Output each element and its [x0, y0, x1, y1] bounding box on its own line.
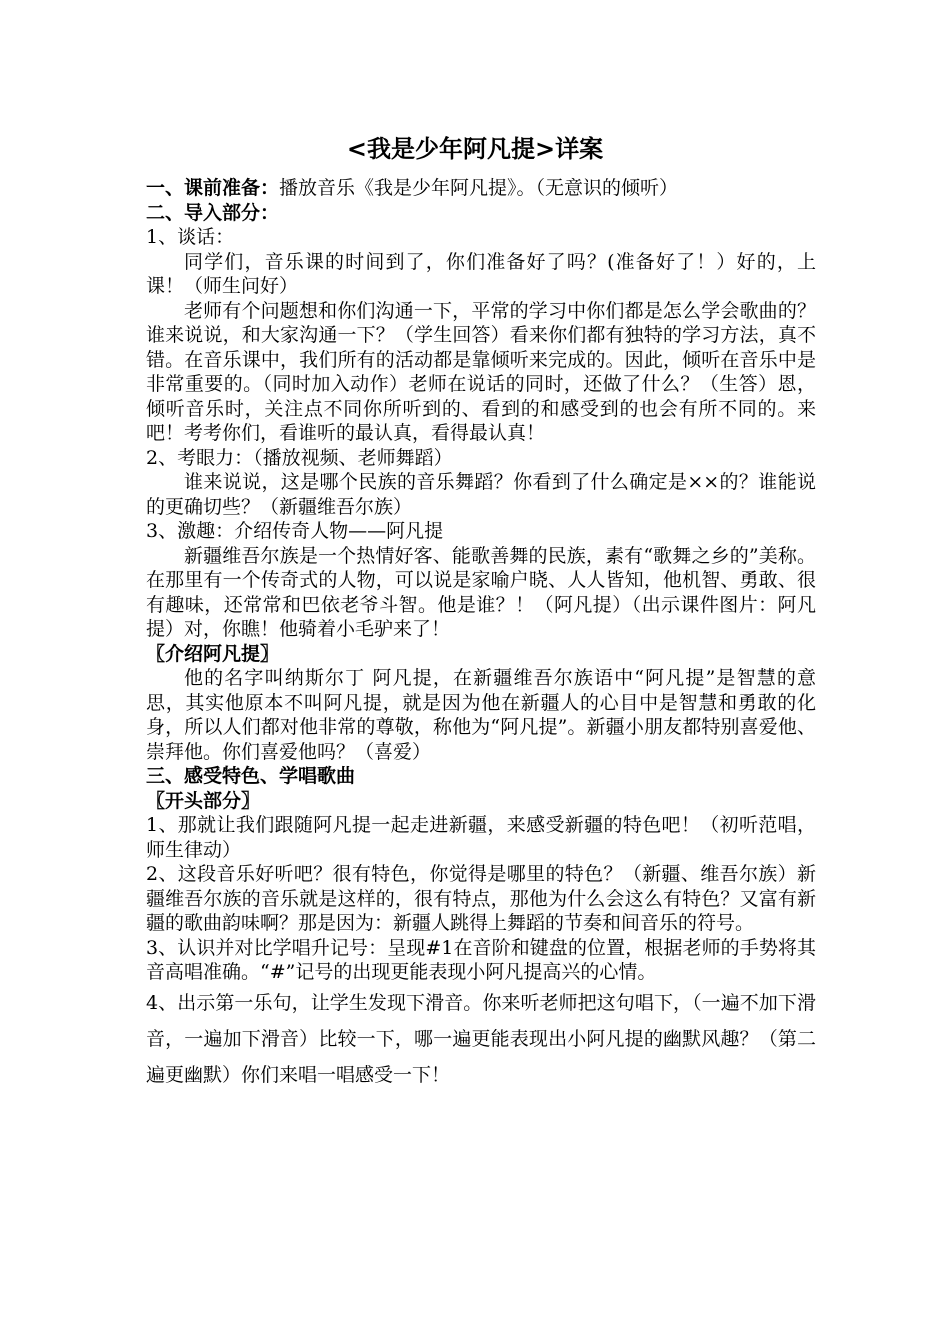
item-label: 1、谈话： — [146, 226, 235, 248]
section-heading: 一、课前准备： — [146, 177, 280, 199]
paragraph: 谁来说说，这是哪个民族的音乐舞蹈？你看到了什么确定是××的？谁能说的更确切些？（新疆维吾尔族） — [146, 471, 816, 518]
subsection-heading: 〖介绍阿凡提〗 — [146, 642, 280, 665]
subsection-heading: 〖开头部分〗 — [146, 789, 261, 812]
document-title: <我是少年阿凡提>详案 — [346, 135, 604, 163]
list-item: 1、那就让我们跟随阿凡提一起走进新疆，来感受新疆的特色吧！（初听范唱，师生律动） — [146, 814, 816, 861]
paragraph: 新疆维吾尔族是一个热情好客、能歌善舞的民族，素有“歌舞之乡的”美称。在那里有一个传奇式的人物，可以说是家喻户晓、人人皆知，他机智、勇敢、很有趣味，还常常和巴依老爷斗智。他是谁？！（阿凡提）（出示课件图片：阿凡提）对，你瞧！他骑着小毛驴来了！ — [146, 544, 816, 640]
section-prep — [146, 176, 816, 201]
paragraph: 他的名字叫纳斯尔丁 阿凡提，在新疆维吾尔族语中“阿凡提”是智慧的意思，其实他原本不叫阿凡提，就是因为他在新疆人的心目中是智慧和勇敢的化身，所以人们都对他非常的尊敬，称他为“阿凡提”。新疆小朋友都特别喜爱他、崇拜他。你们喜爱他吗？（喜爱） — [146, 667, 816, 763]
paragraph: 同学们，音乐课的时间到了，你们准备好了吗？(准备好了！）好的，上课！（师生问好） — [146, 250, 816, 297]
document-body — [146, 176, 816, 1093]
list-item: 2、这段音乐好听吧？很有特色，你觉得是哪里的特色？（新疆、维吾尔族）新疆维吾尔族的音乐就是这样的，很有特点，那他为什么会这么有特色？又富有新疆的歌曲韵味啊？那是因为：新疆人跳得上舞蹈的节奏和间音乐的符号。 — [146, 863, 816, 934]
paragraph: 老师有个问题想和你们沟通一下，平常的学习中你们都是怎么学会歌曲的？谁来说说，和大家沟通一下？（学生回答）看来你们都有独特的学习方法，真不错。在音乐课中，我们所有的活动都是靠倾听来完成的。因此，倾听在音乐中是非常重要的。（同时加入动作）老师在说话的同时，还做了什么？（生答）恩，倾听音乐时，关注点不同你所听到的、看到的和感受到的也会有所不同的。来吧！考考你们，看谁听的最认真，看得最认真！ — [146, 299, 816, 444]
item-label: 2、考眼力：（播放视频、老师舞蹈） — [146, 446, 453, 469]
item-label: 3、激趣：介绍传奇人物——阿凡提 — [146, 520, 444, 542]
section-text: 播放音乐《我是少年阿凡提》。（无意识的倾听） — [279, 177, 679, 199]
list-item: 4、出示第一乐句，让学生发现下滑音。你来听老师把这句唱下，（一遍不加下滑音，一遍加下滑音）比较一下，哪一遍更能表现出小阿凡提的幽默风趣？（第二遍更幽默）你们来唱一唱感受一下！ — [146, 991, 816, 1086]
list-item: 3、认识并对比学唱升记号：呈现#1在音阶和键盘的位置，根据老师的手势将其音高唱准确。“#”记号的出现更能表现小阿凡提高兴的心情。 — [146, 936, 816, 983]
section-heading: 二、导入部分： — [146, 201, 280, 224]
section-heading: 三、感受特色、学唱歌曲 — [146, 765, 356, 787]
